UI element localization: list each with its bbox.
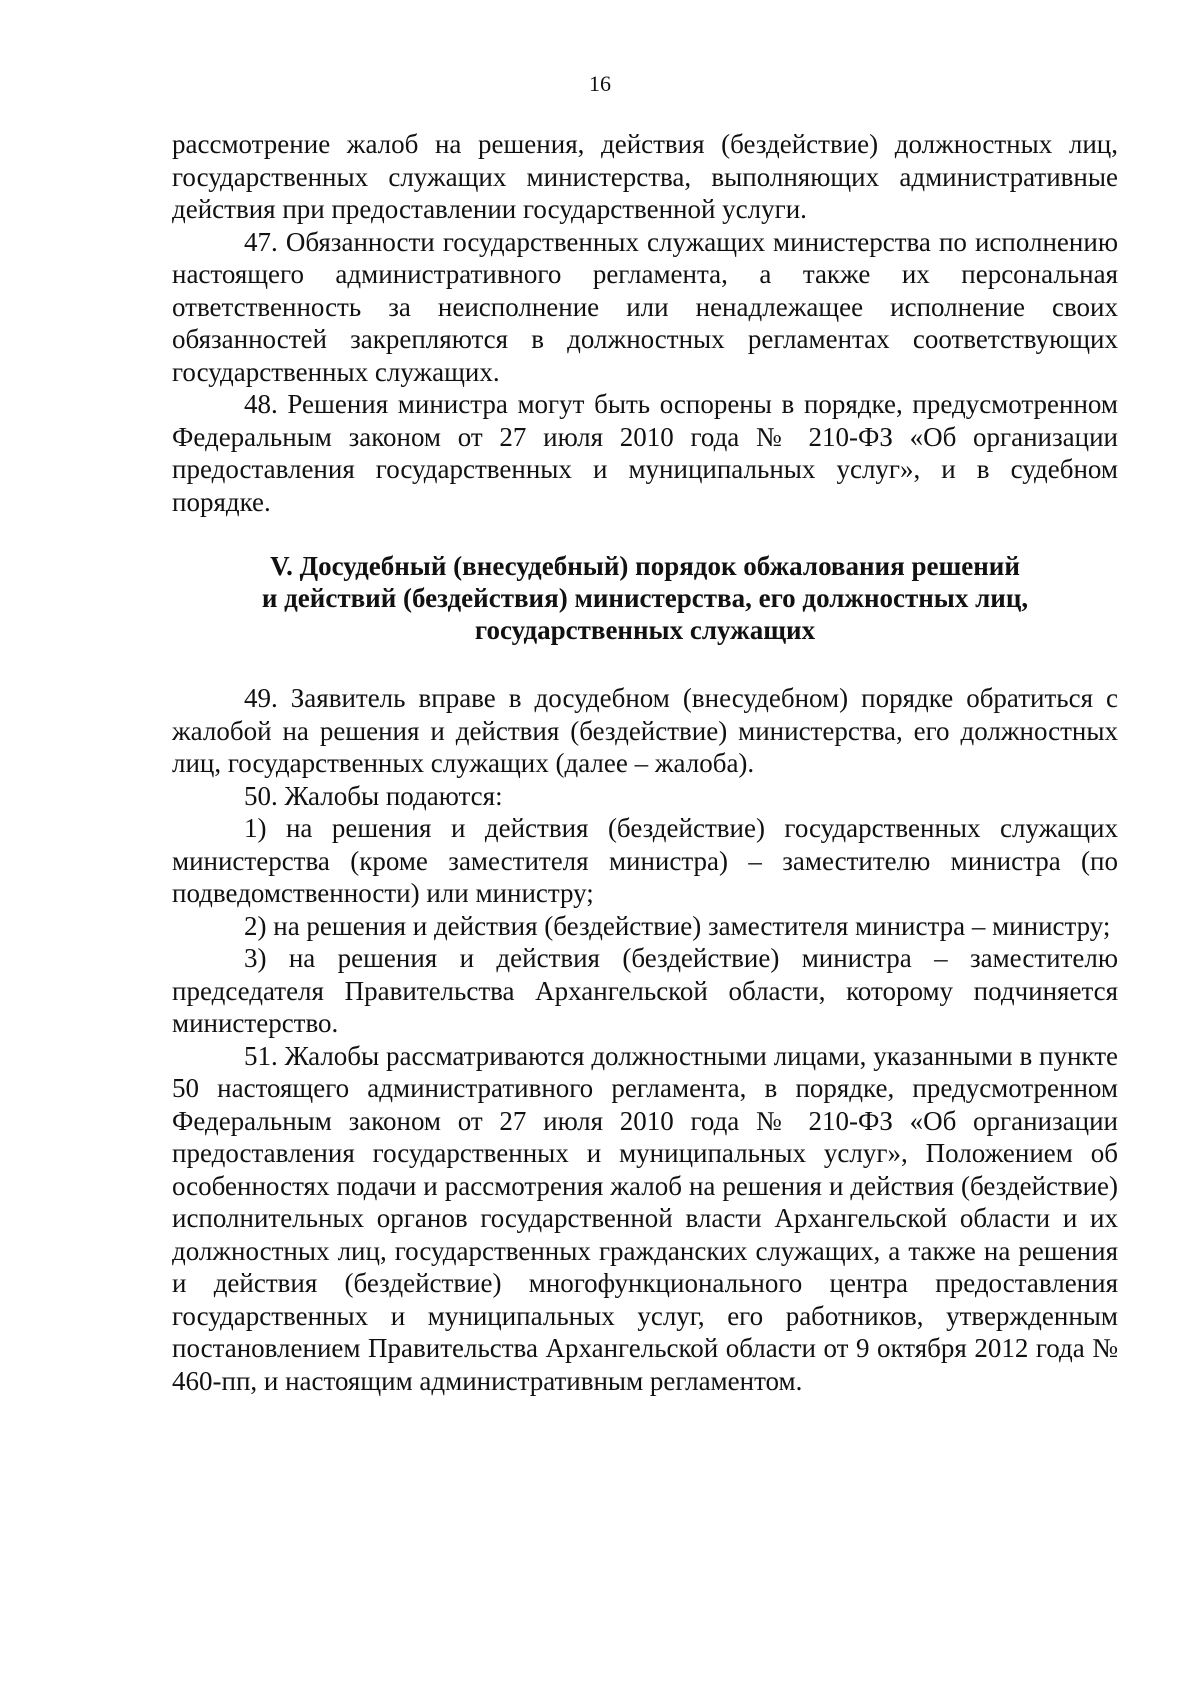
paragraph-50: 50. Жалобы подаются:	[244, 780, 503, 811]
intro-paragraph: рассмотрение жалоб на решения, действия (бездействие) должностных лиц, государственных служащих министерства, выполняющих административные действия при предоставлении государственной услуги.	[172, 129, 1118, 224]
paragraph-50-item-1: 1) на решения и действия (бездействие) государственных служащих министерства (кроме заместителя министра) – заместителю министра (по подведомственности) или министру;	[172, 813, 1118, 908]
section-heading-line: и действий (бездействия) министерства, его должностных лиц,	[261, 583, 1029, 613]
paragraph-47: 47. Обязанности государственных служащих министерства по исполнению настоящего административного регламента, а также их персональная ответственность за неисполнение или ненадлежащее исполнение своих обязанностей закрепляются в должностных регламентах соответствующих государственных служащих.	[172, 226, 1118, 387]
paragraph-48: 48. Решения министра могут быть оспорены в порядке, предусмотренном Федеральным законом от 27 июля 2010 года № 210-ФЗ «Об организации предоставления государственных и муниципальных услуг», и в судебном порядке.	[172, 389, 1118, 517]
section-heading-line: государственных служащих	[474, 615, 816, 645]
paragraph-49: 49. Заявитель вправе в досудебном (внесудебном) порядке обратиться с жалобой на решения и действия (бездействие) министерства, его должностных лиц, государственных служащих (далее – жалоба).	[172, 683, 1118, 778]
paragraph-51: 51. Жалобы рассматриваются должностными лицами, указанными в пункте 50 настоящего административного регламента, в порядке, предусмотренном Федеральным законом от 27 июля 2010 года № 210-ФЗ «Об организации предоставления государственных и муниципальных услуг», Положением об особенностях подачи и рассмотрения жалоб на решения и действия (бездействие) исполнительных органов государственной власти Архангельской области и их должностных лиц, государственных гражданских служащих, а также на решения и действия (бездействие) многофункционального центра предоставления государственных и муниципальных услуг, его работников, утвержденным постановлением Правительства Архангельской области от 9 октября 2012 года № 460-пп, и настоящим административным регламентом.	[172, 1040, 1118, 1396]
section-heading-line: V. Досудебный (внесудебный) порядок обжалования решений	[270, 551, 1020, 581]
paragraph-50-item-3: 3) на решения и действия (бездействие) министра – заместителю председателя Правительства Архангельской области, которому подчиняется министерство.	[172, 943, 1118, 1038]
page-number: 16	[589, 71, 611, 96]
document-body	[172, 128, 1118, 1397]
paragraph-50-item-2: 2) на решения и действия (бездействие) заместителя министра – министру;	[244, 910, 1111, 941]
section-heading	[172, 550, 1118, 646]
